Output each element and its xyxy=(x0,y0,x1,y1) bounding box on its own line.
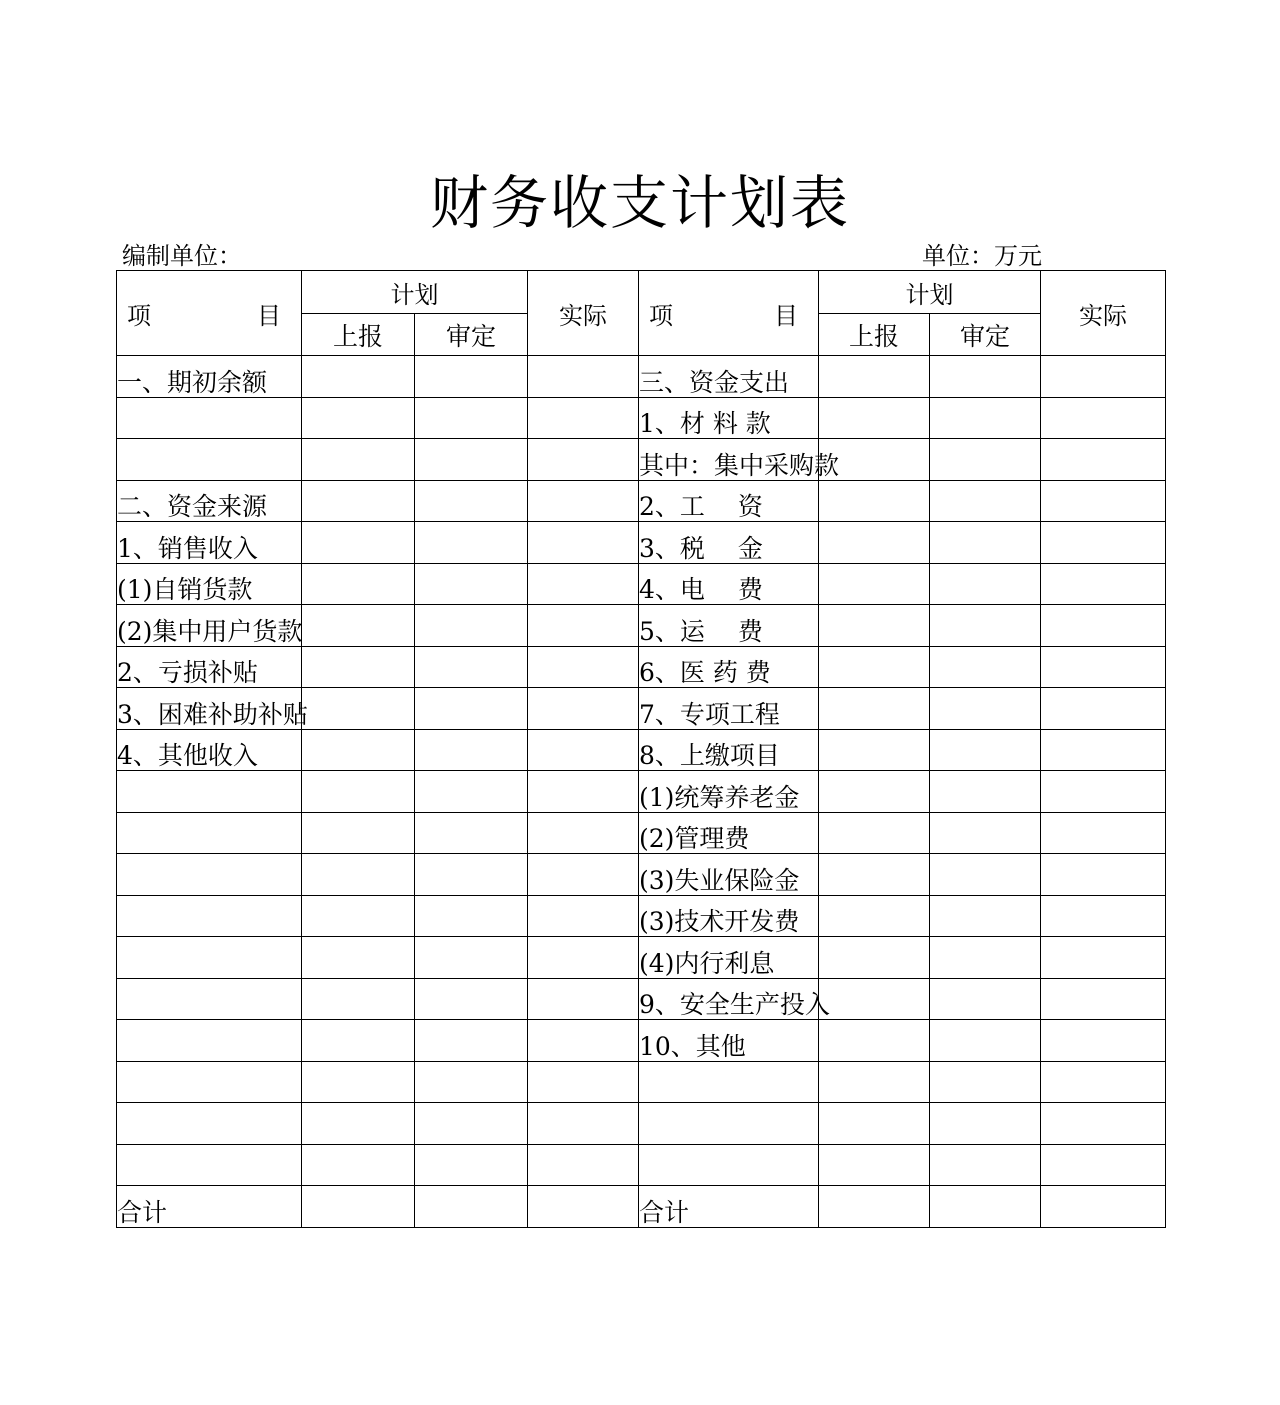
expense-actual-cell xyxy=(1041,1020,1166,1062)
income-reported-cell xyxy=(302,397,415,439)
income-reported-cell xyxy=(302,1144,415,1186)
preparer-label: 编制单位： xyxy=(122,242,242,270)
header-actual-left: 实际 xyxy=(528,271,639,356)
income-reported-cell xyxy=(302,895,415,937)
table-row xyxy=(117,1061,1166,1103)
expense-reported-cell xyxy=(819,812,930,854)
expense-reported-cell xyxy=(819,1144,930,1186)
income-reported-cell xyxy=(302,771,415,813)
income-approved-cell xyxy=(415,1020,528,1062)
table-row xyxy=(117,646,1166,688)
expense-reported-cell xyxy=(819,895,930,937)
expense-reported-cell xyxy=(819,356,930,398)
income-actual-cell xyxy=(528,1061,639,1103)
income-reported-cell xyxy=(302,978,415,1020)
expense-reported-cell xyxy=(819,688,930,730)
income-item-label: 3、困难补助补贴 xyxy=(117,688,302,730)
income-approved-cell xyxy=(415,646,528,688)
income-actual-cell xyxy=(528,1144,639,1186)
income-actual-cell xyxy=(528,605,639,647)
expense-approved-cell xyxy=(930,1020,1041,1062)
table-row xyxy=(117,439,1166,481)
table-row xyxy=(117,1103,1166,1145)
income-approved-cell xyxy=(415,356,528,398)
expense-reported-cell xyxy=(819,522,930,564)
income-actual-cell xyxy=(528,1020,639,1062)
page-title: 财务收支计划表 xyxy=(429,169,850,237)
income-reported-cell xyxy=(302,1186,415,1228)
income-actual-cell xyxy=(528,1186,639,1228)
income-item-label: 1、销售收入 xyxy=(117,522,302,564)
income-actual-cell xyxy=(528,729,639,771)
income-item-label: 2、亏损补贴 xyxy=(117,646,302,688)
expense-actual-cell xyxy=(1041,854,1166,896)
income-item-label: 二、资金来源 xyxy=(117,480,302,522)
income-approved-cell xyxy=(415,812,528,854)
income-approved-cell xyxy=(415,729,528,771)
income-item-label xyxy=(117,1061,302,1103)
income-actual-cell xyxy=(528,563,639,605)
expense-approved-cell xyxy=(930,397,1041,439)
finance-plan-table xyxy=(116,270,1166,1228)
income-approved-cell xyxy=(415,522,528,564)
expense-reported-cell xyxy=(819,1103,930,1145)
income-approved-cell xyxy=(415,771,528,813)
expense-actual-cell xyxy=(1041,937,1166,979)
income-approved-cell xyxy=(415,1103,528,1145)
table-row xyxy=(117,895,1166,937)
income-reported-cell xyxy=(302,522,415,564)
expense-actual-cell xyxy=(1041,1061,1166,1103)
income-item-label xyxy=(117,895,302,937)
expense-actual-cell xyxy=(1041,729,1166,771)
expense-approved-cell xyxy=(930,1186,1041,1228)
expense-reported-cell xyxy=(819,937,930,979)
table-row xyxy=(117,812,1166,854)
expense-item-label: 2、工 资 xyxy=(639,480,819,522)
income-approved-cell xyxy=(415,439,528,481)
expense-item-label: 9、安全生产投入 xyxy=(639,978,819,1020)
income-reported-cell xyxy=(302,480,415,522)
expense-actual-cell xyxy=(1041,480,1166,522)
income-actual-cell xyxy=(528,397,639,439)
header-item-left: 项 目 xyxy=(117,271,302,356)
table-row xyxy=(117,729,1166,771)
expense-item-label: 8、上缴项目 xyxy=(639,729,819,771)
table-row xyxy=(117,605,1166,647)
income-approved-cell xyxy=(415,1186,528,1228)
table-row xyxy=(117,688,1166,730)
expense-actual-cell xyxy=(1041,646,1166,688)
income-approved-cell xyxy=(415,563,528,605)
expense-approved-cell xyxy=(930,1103,1041,1145)
expense-approved-cell xyxy=(930,356,1041,398)
income-approved-cell xyxy=(415,1144,528,1186)
income-actual-cell xyxy=(528,480,639,522)
income-item-label xyxy=(117,978,302,1020)
table-row xyxy=(117,480,1166,522)
income-approved-cell xyxy=(415,854,528,896)
expense-reported-cell xyxy=(819,605,930,647)
income-reported-cell xyxy=(302,854,415,896)
expense-approved-cell xyxy=(930,1144,1041,1186)
expense-item-label xyxy=(639,1103,819,1145)
expense-actual-cell xyxy=(1041,688,1166,730)
income-approved-cell xyxy=(415,397,528,439)
expense-approved-cell xyxy=(930,688,1041,730)
expense-reported-cell xyxy=(819,646,930,688)
header-plan-left: 计划 xyxy=(302,271,528,314)
income-actual-cell xyxy=(528,439,639,481)
expense-actual-cell xyxy=(1041,356,1166,398)
income-item-label xyxy=(117,937,302,979)
income-approved-cell xyxy=(415,688,528,730)
income-actual-cell xyxy=(528,978,639,1020)
income-actual-cell xyxy=(528,854,639,896)
expense-actual-cell xyxy=(1041,605,1166,647)
expense-approved-cell xyxy=(930,605,1041,647)
expense-approved-cell xyxy=(930,895,1041,937)
table-row xyxy=(117,522,1166,564)
expense-item-label: 三、资金支出 xyxy=(639,356,819,398)
expense-approved-cell xyxy=(930,563,1041,605)
income-reported-cell xyxy=(302,1020,415,1062)
expense-item-label: (2)管理费 xyxy=(639,812,819,854)
income-item-label xyxy=(117,397,302,439)
income-item-label xyxy=(117,1144,302,1186)
expense-actual-cell xyxy=(1041,522,1166,564)
expense-reported-cell xyxy=(819,729,930,771)
expense-item-label: 10、其他 xyxy=(639,1020,819,1062)
income-approved-cell xyxy=(415,895,528,937)
income-reported-cell xyxy=(302,812,415,854)
income-actual-cell xyxy=(528,646,639,688)
income-approved-cell xyxy=(415,937,528,979)
income-item-label xyxy=(117,1103,302,1145)
expense-item-label: 6、医 药 费 xyxy=(639,646,819,688)
expense-item-label: 3、税 金 xyxy=(639,522,819,564)
expense-item-label: (3)失业保险金 xyxy=(639,854,819,896)
expense-approved-cell xyxy=(930,729,1041,771)
income-approved-cell xyxy=(415,605,528,647)
income-approved-cell xyxy=(415,480,528,522)
income-item-label: (2)集中用户货款 xyxy=(117,605,302,647)
expense-item-label: 1、材 料 款 xyxy=(639,397,819,439)
expense-item-label: 4、电 费 xyxy=(639,563,819,605)
income-reported-cell xyxy=(302,356,415,398)
income-item-label xyxy=(117,439,302,481)
expense-approved-cell xyxy=(930,646,1041,688)
expense-reported-cell xyxy=(819,771,930,813)
header-actual-right: 实际 xyxy=(1041,271,1166,356)
income-actual-cell xyxy=(528,522,639,564)
income-actual-cell xyxy=(528,895,639,937)
expense-actual-cell xyxy=(1041,1144,1166,1186)
expense-item-label: 5、运 费 xyxy=(639,605,819,647)
expense-actual-cell xyxy=(1041,1186,1166,1228)
expense-reported-cell xyxy=(819,1061,930,1103)
expense-actual-cell xyxy=(1041,563,1166,605)
table-row xyxy=(117,1186,1166,1228)
expense-approved-cell xyxy=(930,439,1041,481)
expense-item-label xyxy=(639,1061,819,1103)
income-reported-cell xyxy=(302,729,415,771)
expense-actual-cell xyxy=(1041,439,1166,481)
expense-reported-cell xyxy=(819,1020,930,1062)
expense-actual-cell xyxy=(1041,978,1166,1020)
table-row xyxy=(117,563,1166,605)
income-item-label xyxy=(117,812,302,854)
header-plan-right: 计划 xyxy=(819,271,1041,314)
income-actual-cell xyxy=(528,1103,639,1145)
expense-item-label: (4)内行利息 xyxy=(639,937,819,979)
income-approved-cell xyxy=(415,1061,528,1103)
header-item-right: 项 目 xyxy=(639,271,819,356)
income-approved-cell xyxy=(415,978,528,1020)
expense-item-label: 其中：集中采购款 xyxy=(639,439,819,481)
income-reported-cell xyxy=(302,563,415,605)
income-actual-cell xyxy=(528,771,639,813)
expense-item-label xyxy=(639,1144,819,1186)
table-row xyxy=(117,854,1166,896)
income-reported-cell xyxy=(302,1061,415,1103)
income-reported-cell xyxy=(302,937,415,979)
income-reported-cell xyxy=(302,605,415,647)
expense-reported-cell xyxy=(819,480,930,522)
expense-approved-cell xyxy=(930,812,1041,854)
expense-item-label: (3)技术开发费 xyxy=(639,895,819,937)
income-item-label: 一、期初余额 xyxy=(117,356,302,398)
expense-approved-cell xyxy=(930,771,1041,813)
income-reported-cell xyxy=(302,1103,415,1145)
expense-item-label: (1)统筹养老金 xyxy=(639,771,819,813)
income-item-label xyxy=(117,1020,302,1062)
header-report-right: 上报 xyxy=(819,314,930,356)
income-item-label: (1)自销货款 xyxy=(117,563,302,605)
expense-approved-cell xyxy=(930,1061,1041,1103)
header-approve-right: 审定 xyxy=(930,314,1041,356)
income-actual-cell xyxy=(528,356,639,398)
income-actual-cell xyxy=(528,812,639,854)
table-row xyxy=(117,1144,1166,1186)
expense-reported-cell xyxy=(819,563,930,605)
expense-actual-cell xyxy=(1041,812,1166,854)
table-row xyxy=(117,771,1166,813)
expense-actual-cell xyxy=(1041,895,1166,937)
expense-approved-cell xyxy=(930,937,1041,979)
income-item-label xyxy=(117,771,302,813)
header-report-left: 上报 xyxy=(302,314,415,356)
unit-label: 单位：万元 xyxy=(922,242,1042,270)
table-row xyxy=(117,397,1166,439)
income-reported-cell xyxy=(302,688,415,730)
expense-actual-cell xyxy=(1041,771,1166,813)
expense-actual-cell xyxy=(1041,1103,1166,1145)
income-item-label: 4、其他收入 xyxy=(117,729,302,771)
expense-approved-cell xyxy=(930,978,1041,1020)
table-row xyxy=(117,356,1166,398)
income-actual-cell xyxy=(528,688,639,730)
header-approve-left: 审定 xyxy=(415,314,528,356)
table-row xyxy=(117,978,1166,1020)
expense-approved-cell xyxy=(930,522,1041,564)
expense-approved-cell xyxy=(930,480,1041,522)
income-item-label: 合计 xyxy=(117,1186,302,1228)
income-reported-cell xyxy=(302,646,415,688)
income-item-label xyxy=(117,854,302,896)
expense-approved-cell xyxy=(930,854,1041,896)
expense-reported-cell xyxy=(819,397,930,439)
expense-actual-cell xyxy=(1041,397,1166,439)
expense-reported-cell xyxy=(819,978,930,1020)
expense-item-label: 7、专项工程 xyxy=(639,688,819,730)
table-row xyxy=(117,1020,1166,1062)
income-reported-cell xyxy=(302,439,415,481)
table-row xyxy=(117,937,1166,979)
expense-reported-cell xyxy=(819,1186,930,1228)
expense-reported-cell xyxy=(819,854,930,896)
income-actual-cell xyxy=(528,937,639,979)
expense-item-label: 合计 xyxy=(639,1186,819,1228)
